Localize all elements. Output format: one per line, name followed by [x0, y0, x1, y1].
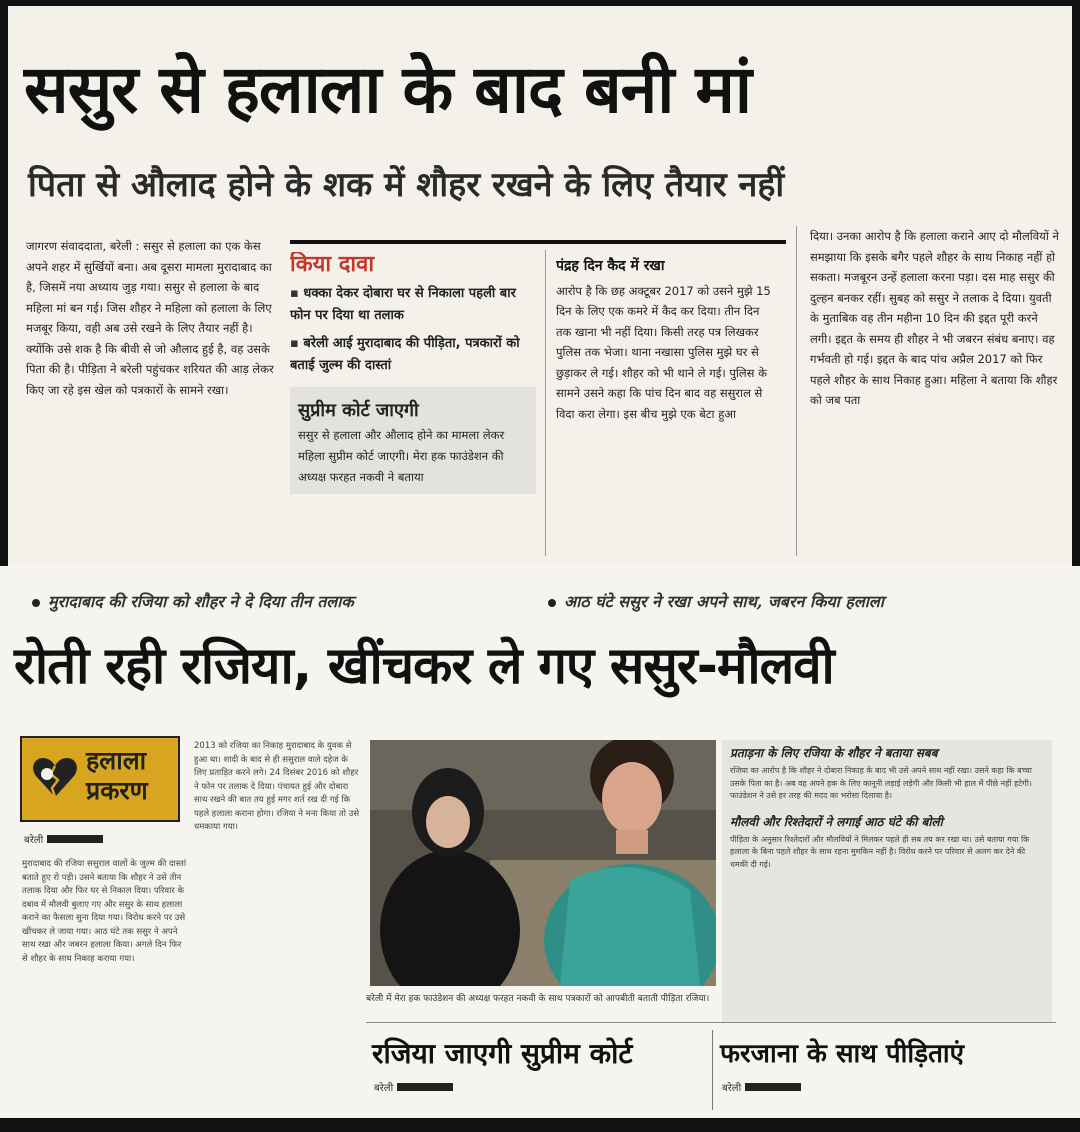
byline-bottom-left: [374, 1080, 453, 1094]
second-headline: रोती रही रजिया, खींचकर ले गए ससुर-मौलवी: [14, 637, 834, 696]
article-column-1: जागरण संवाददाता, बरेली : ससुर से हलाला का एक केस अपने शहर में सुर्खियों बना। अब दूसरा मामला मुरादाबाद का है, जिसमें नया अध्याय जुड़ गया। ससुर से हलाला के बाद महिला मां बन गई। जिस शौहर ने महिला को हलाला के लिए मजबूर किया, वही अब उसे रखने के लिए तैयार नहीं है। क्योंकि उसे शक है कि बीवी से जो औलाद हुई है, वह उसके पिता की है। पीड़िता ने बरेली पहुंचकर शरियत की आड़ लेकर किए जा रहे इस खेल को पत्रकारों के सामने रखा।: [26, 239, 274, 397]
claims-box-title: किया दावा: [290, 252, 375, 277]
victims-photo: [370, 740, 716, 986]
sidebar-text-2: पीड़िता के अनुसार रिश्तेदारों और मौलवियों ने मिलकर पहले ही सब तय कर रखा था। उसे बताया गया कि हलाला के बिना पहले शौहर के साथ रहना मुमकिन नहीं है। विरोध करने पर परिवार से अलग कर देने की धमकी दी गई।: [730, 834, 1030, 869]
logo-line-2: प्रकरण: [86, 776, 148, 805]
byline-redacted: [745, 1083, 801, 1091]
bullet-dot-icon: [548, 599, 556, 607]
byline-bottom-right: [722, 1080, 801, 1094]
box-top-rule: [290, 240, 786, 244]
photo-caption: बरेली में मेरा हक फाउंडेशन की अध्यक्ष फरहत नकवी के साथ पत्रकारों को आपबीती बताती पीड़िता रजिया।: [366, 994, 710, 1004]
kicker-right: [548, 590, 884, 612]
logo-line-1: हलाला: [86, 746, 147, 775]
kicker-left-text: मुरादाबाद की रजिया को शौहर ने दे दिया तीन तलाक: [48, 592, 354, 611]
byline-redacted: [47, 835, 103, 843]
divider-line: [366, 1022, 1056, 1023]
column-divider: [796, 226, 797, 556]
article-small-col-b: 2013 को रजिया का निकाह मुरादाबाद के युवक से हुआ था। शादी के बाद से ही ससुराल वाले दहेज के लिए प्रताड़ित करने लगे। 24 दिसंबर 2016 को शौहर ने फोन पर तलाक दे दिया। पंचायत हुई और दोबारा साथ रखने की बात तय हुई मगर शर्त रख दी गई कि पहले हलाला कराना होगा। रजिया ने मना किया तो उसे धमकाया गया।: [194, 741, 360, 832]
supreme-court-title: सुप्रीम कोर्ट जाएगी: [298, 399, 419, 421]
subheadline-left: रजिया जाएगी सुप्रीम कोर्ट: [372, 1037, 633, 1070]
sidebar-box: [722, 740, 1052, 1022]
byline-city: बरेली: [374, 1083, 394, 1094]
section-heading: पंद्रह दिन कैद में रखा: [556, 258, 665, 274]
subheadline-right: फरजाना के साथ पीड़िताएं: [720, 1039, 964, 1069]
bullet-dot-icon: [32, 599, 40, 607]
logo-text: [86, 746, 148, 806]
column-divider: [712, 1030, 713, 1110]
article-column-3: [556, 252, 774, 558]
sub-headline: पिता से औलाद होने के शक में शौहर रखने के लिए तैयार नहीं: [28, 165, 785, 205]
bullet-item: ▪ बरेली आई मुरादाबाद की पीड़िता, पत्रकारों को बताई जुल्म की दास्तां: [290, 333, 536, 377]
column-divider: [545, 250, 546, 556]
section-text: आरोप है कि छह अक्टूबर 2017 को उसने मुझे 15 दिन के लिए एक कमरे में कैद कर दिया। तीन दिन तक खाना भी नहीं दिया। किसी तरह पत्र लिखकर पुलिस तक भेजा। थाना नखासा पुलिस मुझे घर से छुड़ाकर ले गई। शौहर को भी थाने ले गई। पुलिस के सामने उसने कहा कि पांच दिन बाद वह ससुराल से विदा करा लेगा। इस बीच मुझे एक बेटा हुआ: [556, 283, 771, 421]
article-small-col-a: मुरादाबाद की रजिया ससुराल वालों के जुल्म की दास्तां बताते हुए रो पड़ी। उसने बताया कि शौहर ने उसे तीन तलाक दिया और फिर घर से निकाल दिया। परिवार के दबाव में मौलवी बुलाए गए और ससुर के साथ हलाला कराने का फैसला सुना दिया गया। विरोध करने पर उसे खींचकर ले जाया गया। आठ घंटे तक ससुर ने अपने साथ रखा और जबरन हलाला किया। अगले दिन फिर से शौहर के साथ निकाह कराया गया।: [22, 859, 187, 964]
byline: [24, 832, 103, 846]
sidebar-heading-2: मौलवी और रिश्तेदारों ने लगाई आठ घंटे की बोली: [730, 814, 943, 829]
supreme-court-text: ससुर से हलाला और औलाद होने का मामला लेकर महिला सुप्रीम कोर्ट जाएगी। मेरा हक फाउंडेशन की अध्यक्ष फरहत नकवी ने बताया: [298, 428, 505, 484]
article-column-4: दिया। उनका आरोप है कि हलाला कराने आए दो मौलवियों ने समझाया कि इसके बगैर पहले शौहर के साथ निकाह नहीं हो सकता। मजबूरन उन्हें हलाला करना पड़ा। दस माह ससुर की दुल्हन बनकर रहीं। सुबह को ससुर ने तलाक दे दिया। युवती के मुताबिक वह तीन महीना 10 दिन की इद्दत पूरी करने लगी। इद्दत के समय ही शौहर ने भी जबरन संबंध बनाए। वह गर्भवती हो गई। इद्दत के बाद पांच अप्रैल 2017 को फिर पहले शौहर के साथ निकाह हुआ। महिला ने बताया कि शौहर को जब पता: [810, 229, 1059, 407]
broken-heart-icon: [30, 752, 80, 802]
halala-prakaran-logo: [20, 736, 180, 822]
byline-city: बरेली: [24, 835, 44, 846]
kicker-left: [32, 590, 354, 612]
bullet-item: ▪ धक्का देकर दोबारा घर से निकाला पहली बार फोन पर दिया था तलाक: [290, 283, 536, 327]
sidebar-heading-1: प्रताड़ना के लिए रजिया के शौहर ने बताया सबब: [730, 746, 938, 760]
kicker-right-text: आठ घंटे ससुर ने रखा अपने साथ, जबरन किया हलाला: [564, 592, 884, 611]
sidebar-text-1: रजिया का आरोप है कि शौहर ने दोबारा निकाह के बाद भी उसे अपने साथ नहीं रखा। उसने कहा कि बच्चा उसके पिता का है। अब वह अपने हक के लिए कानूनी लड़ाई लड़ेगी और किसी भी हाल में पीछे नहीं हटेगी। फाउंडेशन ने उसे हर तरह की मदद का भरोसा दिलाया है।: [730, 766, 1032, 800]
main-headline: ससुर से हलाला के बाद बनी मां: [24, 50, 751, 128]
byline-redacted: [397, 1083, 453, 1091]
photo-illustration: [370, 740, 716, 986]
supreme-court-box: [290, 387, 536, 495]
claims-box: [290, 252, 536, 558]
byline-city: बरेली: [722, 1083, 742, 1094]
